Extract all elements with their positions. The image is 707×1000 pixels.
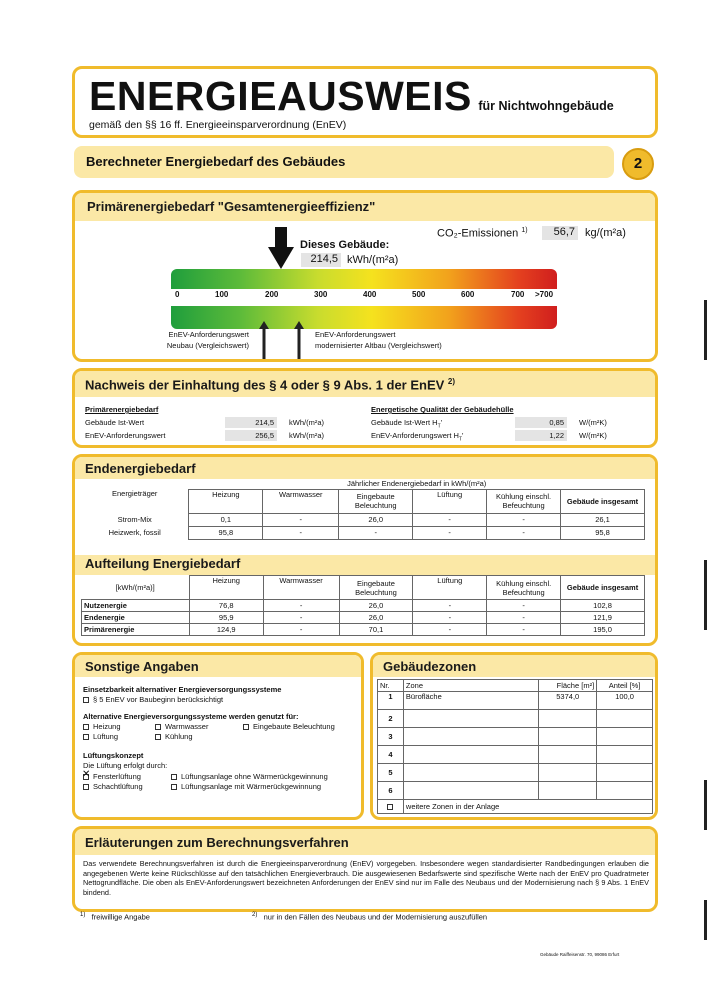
building-value: 214,5 [301, 253, 341, 267]
checkbox[interactable] [83, 724, 89, 730]
table-cell: 76,8 [189, 600, 263, 612]
table-cell: - [413, 624, 487, 636]
footnote-2: $^{2)}$ nur in den Fällen des Neubaus und der Modernisierung auszufüllen [252, 912, 488, 922]
other-details-panel [72, 652, 364, 820]
col-header: Heizung [189, 576, 263, 600]
breakdown-table [81, 575, 645, 636]
table-cell: 95,8 [189, 526, 263, 539]
scale-tick: 700 [511, 290, 525, 299]
col-header: Kühlung einschl. Befeuchtung [487, 576, 561, 600]
other-title: Sonstige Angaben [85, 659, 199, 674]
table-cell: - [263, 526, 339, 539]
table-cell: 26,1 [561, 513, 645, 526]
final-energy-table [81, 479, 645, 540]
building-unit: kWh/(m²a) [347, 254, 399, 266]
table-cell: - [263, 513, 339, 526]
checkbox[interactable] [155, 724, 161, 730]
alt-use-item: Eingebaute Beleuchtung [243, 722, 335, 731]
checkbox[interactable] [387, 804, 393, 810]
alt-systems-item: § 5 EnEV vor Baubeginn berücksichtigt [83, 695, 223, 704]
compliance-right-value: 0,85 [515, 417, 567, 428]
table-cell: - [487, 612, 561, 624]
table-cell: - [487, 513, 561, 526]
notes-panel [72, 826, 658, 912]
zone-area [539, 764, 597, 782]
header-panel [72, 66, 658, 138]
notes-text: Das verwendete Berechnungsverfahren ist durch die Energieeinsparverordnung (EnEV) vorgegeben. Insbesondere wegen standardisierter Randbedingungen erlauben die angegebenen Werte keine Rückschlüsse auf den tatsächlichen Energieverbrauch. Die ausgewiesenen Bedarfswerte sind spezifische Werte nach der EnEV pro Quadratmeter Nettogrundfläche. Die oben als EnEV-Anforderungswert bezeichneten Anforderungen der EnEV sind nur im Falle des Neubaus und der Modernisierung nach § 9 Abs. 1 EnEV bindend. [83, 859, 649, 897]
col-header: Anteil [%] [597, 680, 653, 692]
checkbox[interactable] [171, 774, 177, 780]
scale-tick: 100 [215, 290, 229, 299]
zone-nr: 5 [378, 764, 404, 782]
zone-nr: 6 [378, 782, 404, 800]
row-label: Strom-Mix [117, 515, 152, 524]
ventilation-item: ✕ Fensterlüftung [82, 769, 141, 781]
notes-title: Erläuterungen zum Berechnungsverfahren [85, 835, 349, 850]
table-cell: 102,8 [561, 600, 645, 612]
zone-name [403, 782, 538, 800]
requirement-old-arrow-icon [294, 321, 304, 359]
compliance-left-label: Gebäude Ist-Wert [85, 418, 145, 427]
compliance-right-value: 1,22 [515, 430, 567, 441]
alt-use-item: Warmwasser [155, 722, 208, 731]
checkbox[interactable] [83, 784, 89, 790]
compliance-left-label: EnEV-Anforderungswert [85, 431, 166, 440]
col-header: Eingebaute Beleuchtung [339, 576, 413, 600]
page-number: 2 [633, 155, 643, 172]
section-bar [74, 146, 614, 178]
table-cell: - [413, 526, 487, 539]
zones-table [377, 679, 653, 814]
scale-ticks [171, 290, 557, 304]
compliance-right-label: EnEV-Anforderungswert $H_T'$ [371, 431, 464, 443]
zone-nr: 4 [378, 746, 404, 764]
co2-value: 56,7 [542, 226, 578, 240]
alt-use-item: Lüftung [83, 732, 118, 741]
building-label: Dieses Gebäude: [300, 239, 390, 251]
final-energy-panel [72, 454, 658, 646]
scale-tick: 500 [412, 290, 426, 299]
compliance-right-unit: W/(m²K) [579, 431, 607, 440]
zone-area: 5374,0 [539, 692, 597, 710]
ventilation-heading: Lüftungskonzept [83, 751, 144, 760]
compliance-title: Nachweis der Einhaltung des § 4 oder § 9 Abs. 1 der EnEV $^{2)}$ [85, 377, 456, 393]
col-header: Warmwasser [263, 576, 339, 600]
more-zones-label: weitere Zonen in der Anlage [403, 800, 652, 814]
alt-use-item: Heizung [83, 722, 121, 731]
table-cell: - [487, 600, 561, 612]
primary-title: Primärenergiebedarf "Gesamtenergieeffizienz" [87, 199, 376, 214]
row-label: Nutzenergie [82, 600, 190, 612]
table-cell: - [263, 612, 339, 624]
zone-name [403, 746, 538, 764]
building-arrow-icon [268, 227, 294, 269]
zones-panel [370, 652, 658, 820]
imprint: Gebäude Raiffeisenstr. 70, 99086 Erfurt [540, 952, 620, 957]
row-label: Heizwerk, fossil [108, 528, 161, 537]
requirement-new-arrow-icon [259, 321, 269, 359]
table-cell: - [263, 624, 339, 636]
co2-unit: kg/(m²a) [585, 227, 626, 239]
table-cell: 26,0 [339, 612, 413, 624]
zone-share [597, 728, 653, 746]
compliance-left-heading: Primärenergiebedarf [85, 405, 159, 414]
zone-share: 100,0 [597, 692, 653, 710]
table-cell: 26,0 [339, 513, 413, 526]
checkbox[interactable] [83, 734, 89, 740]
col-header: Lüftung [413, 489, 487, 513]
col-header: Fläche [m²] [539, 680, 597, 692]
col-header: Nr. [378, 680, 404, 692]
col-header: Warmwasser [263, 489, 339, 513]
alt-systems-heading: Einsetzbarkeit alternativer Energieversorgungssysteme [83, 685, 282, 694]
col-header: Gebäude insgesamt [561, 576, 645, 600]
table-cell: - [413, 600, 487, 612]
section-title: Berechneter Energiebedarf des Gebäudes [86, 154, 346, 169]
checkbox[interactable] [155, 734, 161, 740]
checkbox[interactable] [243, 724, 249, 730]
zone-nr: 2 [378, 710, 404, 728]
table-cell: 0,1 [189, 513, 263, 526]
compliance-left-value: 256,5 [225, 430, 277, 441]
more-zones-checkbox-cell [378, 800, 404, 814]
zone-nr: 3 [378, 728, 404, 746]
zone-share [597, 710, 653, 728]
compliance-panel [72, 368, 658, 448]
document-subtitle: für Nichtwohngebäude [478, 99, 614, 113]
co2-label: CO₂-Emissionen $^{1)}$ [437, 227, 528, 240]
primary-energy-panel [72, 190, 658, 362]
compliance-left-unit: kWh/(m²a) [289, 418, 324, 427]
col-header: Zone [403, 680, 538, 692]
table-cell: 124,9 [189, 624, 263, 636]
scale-tick: 200 [265, 290, 279, 299]
alt-use-heading: Alternative Energieversorgungssysteme werden genutzt für: [83, 712, 299, 721]
col-header: Kühlung einschl. Befeuchtung [487, 489, 561, 513]
scale-tick: 600 [461, 290, 475, 299]
zone-name [403, 728, 538, 746]
compliance-left-unit: kWh/(m²a) [289, 431, 324, 440]
document-title: ENERGIEAUSWEIS [89, 73, 472, 119]
scale-tick: 400 [363, 290, 377, 299]
scale-tick: 0 [175, 290, 180, 299]
zone-share [597, 764, 653, 782]
table-cell: - [413, 513, 487, 526]
compliance-left-value: 214,5 [225, 417, 277, 428]
breakdown-title: Aufteilung Energiebedarf [85, 556, 241, 571]
row-label: Primärenergie [82, 624, 190, 636]
zone-name [403, 764, 538, 782]
col-header: [kWh/(m²a)] [115, 582, 155, 592]
zones-title: Gebäudezonen [383, 659, 477, 674]
scale-tick: 300 [314, 290, 328, 299]
table-cell: - [487, 624, 561, 636]
final-energy-title: Endenergiebedarf [85, 461, 196, 476]
zone-share [597, 782, 653, 800]
zone-area [539, 728, 597, 746]
table-cell: - [487, 526, 561, 539]
zone-share [597, 746, 653, 764]
compliance-right-heading: Energetische Qualität der Gebäudehülle [371, 405, 514, 414]
checkbox[interactable] [83, 697, 89, 703]
zone-name [403, 710, 538, 728]
zone-nr: 1 [378, 692, 404, 710]
ventilation-item: Schachtlüftung [83, 782, 143, 791]
requirement-new-label: EnEV-Anforderungswert Neubau (Vergleichswert) [166, 330, 249, 350]
compliance-right-label: Gebäude Ist-Wert $H_T'$ [371, 418, 443, 430]
table-cell: 121,9 [561, 612, 645, 624]
checkbox[interactable] [171, 784, 177, 790]
col-header: Energieträger [111, 489, 158, 498]
col-header: Gebäude insgesamt [561, 489, 645, 513]
col-header: Lüftung [413, 576, 487, 600]
checkbox-checked[interactable]: ✕ [82, 769, 91, 781]
ventilation-subheading: Die Lüftung erfolgt durch: [83, 761, 168, 770]
ventilation-item: Lüftungsanlage ohne Wärmerückgewinnung [171, 772, 328, 781]
alt-use-item: Kühlung [155, 732, 193, 741]
table-cell: 195,0 [561, 624, 645, 636]
final-energy-group-header: Jährlicher Endenergiebedarf in kWh/(m²a) [189, 479, 645, 489]
zone-area [539, 710, 597, 728]
col-header: Heizung [189, 489, 263, 513]
footnote-1: $^{1)}$ freiwillige Angabe [80, 912, 150, 922]
table-cell: 70,1 [339, 624, 413, 636]
table-cell: 26,0 [339, 600, 413, 612]
scale-tick: >700 [535, 290, 554, 299]
table-cell: - [339, 526, 413, 539]
legal-basis: gemäß den §§ 16 ff. Energieeinsparverordnung (EnEV) [89, 119, 347, 131]
table-cell: 95,9 [189, 612, 263, 624]
table-cell: 95,8 [561, 526, 645, 539]
table-cell: - [413, 612, 487, 624]
page-number-badge [622, 148, 654, 180]
col-header: Eingebaute Beleuchtung [339, 489, 413, 513]
zone-name: Bürofläche [403, 692, 538, 710]
row-label: Endenergie [82, 612, 190, 624]
zone-area [539, 746, 597, 764]
compliance-right-unit: W/(m²K) [579, 418, 607, 427]
table-cell: - [263, 600, 339, 612]
ventilation-item: Lüftungsanlage mit Wärmerückgewinnung [171, 782, 321, 791]
zone-area [539, 782, 597, 800]
requirement-old-label: EnEV-Anforderungswert modernisierter Altbau (Vergleichswert) [315, 330, 442, 350]
